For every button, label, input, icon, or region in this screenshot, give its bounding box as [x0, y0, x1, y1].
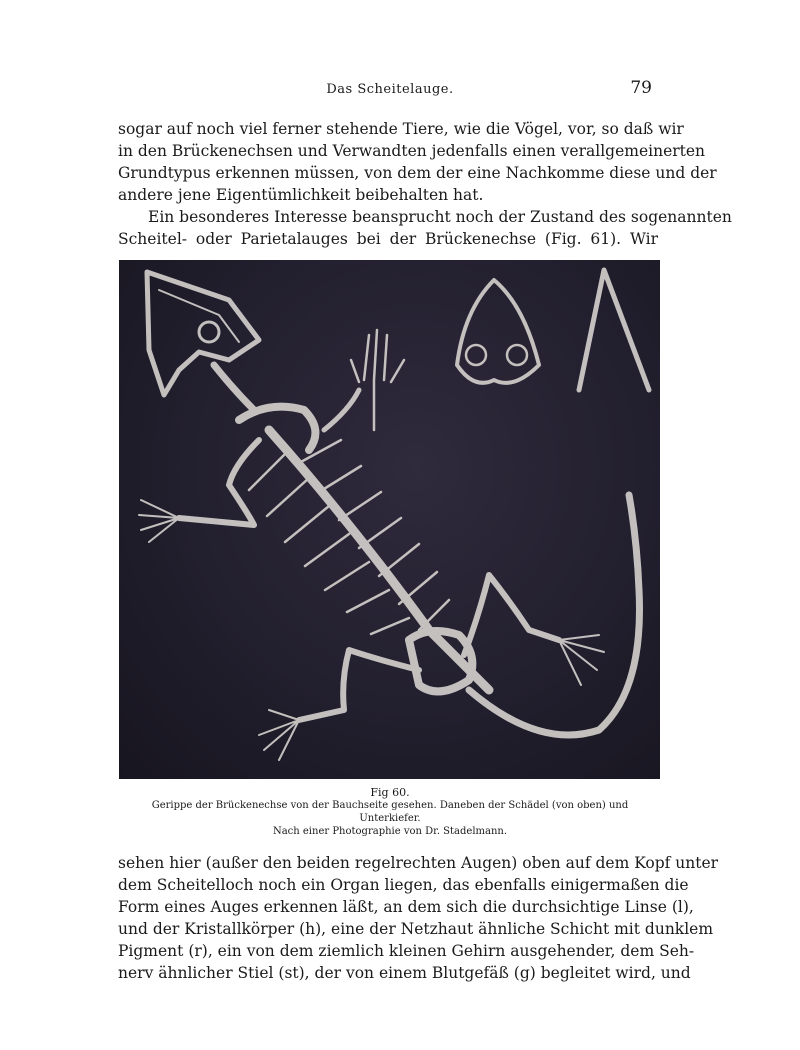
figure-label: Fig 60. — [370, 786, 410, 799]
skeleton-photograph — [119, 260, 660, 779]
skeleton-illustration — [119, 260, 660, 779]
running-title: Das Scheitelauge. — [326, 82, 454, 97]
text-line: nerv ähnlicher Stiel (st), der von einem Blutgefäß (g) begleitet wird, und — [118, 964, 691, 982]
text-line: sogar auf noch viel ferner stehende Tiere, wie die Vögel, vor, so daß wir — [118, 120, 684, 138]
text-line: Pigment (r), ein von dem ziemlich kleinen Gehirn ausgehender, dem Seh- — [118, 942, 695, 960]
text-line: Form eines Auges erkennen läßt, an dem sich die durchsichtige Linse (l), — [118, 898, 694, 916]
figure-caption — [120, 786, 660, 838]
paragraph-top — [118, 118, 732, 250]
caption-line: Gerippe der Brückenechse von der Bauchseite gesehen. Daneben der Schädel (von oben) und Unterkiefer. — [151, 800, 629, 824]
paragraph-bottom — [118, 852, 719, 984]
page-number: 79 — [630, 78, 652, 98]
text-line: Ein besonderes Interesse beansprucht noch der Zustand des sogenannten — [148, 208, 732, 226]
text-line: Grundtypus erkennen müssen, von dem der eine Nachkomme diese und der — [118, 164, 717, 182]
caption-line: Nach einer Photographie von Dr. Stadelmann. — [272, 826, 508, 837]
text-line: andere jene Eigentümlichkeit beibehalten hat. — [118, 186, 484, 204]
page-header — [120, 78, 660, 106]
text-line: und der Kristallkörper (h), eine der Netzhaut ähnliche Schicht mit dunklem — [118, 920, 714, 938]
text-line: Scheitel- oder Parietalauges bei der Brückenechse (Fig. 61). Wir — [118, 230, 658, 248]
text-line: dem Scheitelloch noch ein Organ liegen, das ebenfalls einigermaßen die — [118, 876, 689, 894]
text-line: sehen hier (außer den beiden regelrechten Augen) oben auf dem Kopf unter — [118, 854, 719, 872]
text-line: in den Brückenechsen und Verwandten jedenfalls einen verallgemeinerten — [118, 142, 706, 160]
